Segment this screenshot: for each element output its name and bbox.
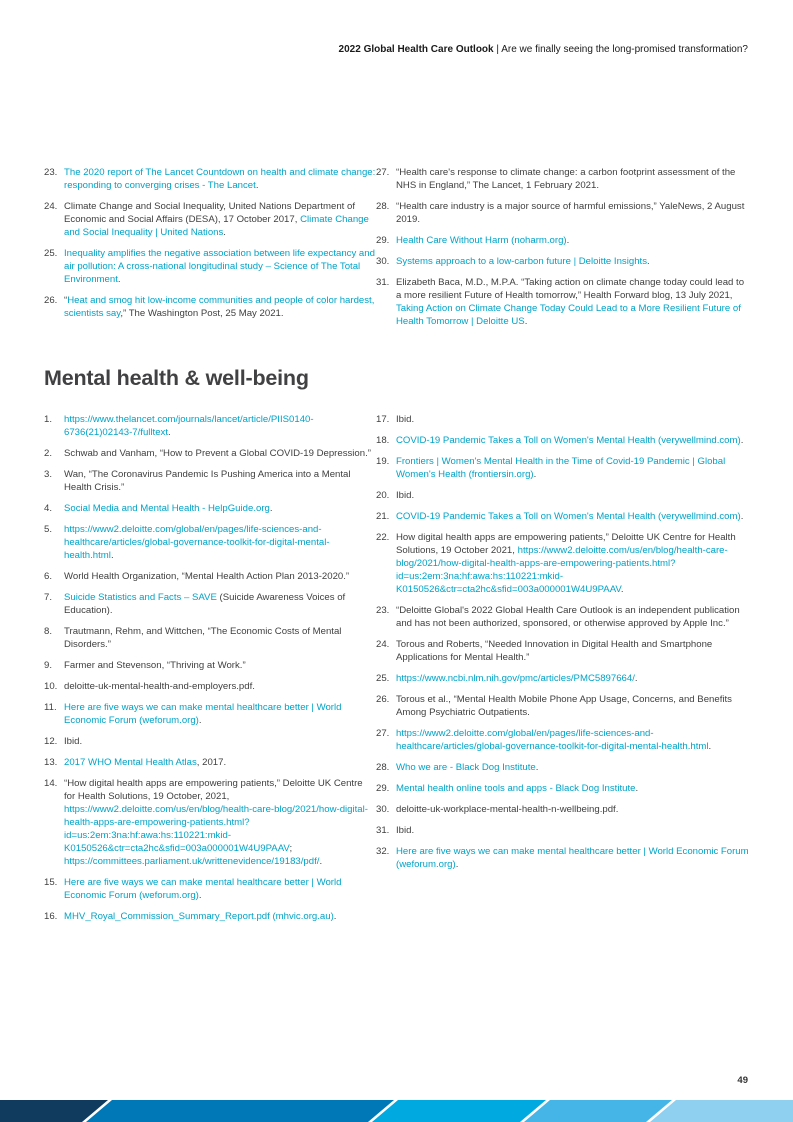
page-number: 49	[737, 1075, 748, 1086]
reference-number: 28.	[376, 201, 390, 212]
reference-text	[396, 531, 749, 596]
reference-plain-text: .	[647, 256, 650, 267]
reference-item	[376, 255, 749, 268]
reference-text	[396, 761, 749, 774]
reference-item	[376, 761, 749, 774]
reference-plain-text: Ibid.	[396, 825, 415, 836]
reference-text	[64, 591, 376, 617]
reference-item	[44, 523, 376, 562]
reference-plain-text: .	[708, 741, 712, 752]
reference-item	[44, 735, 376, 748]
reference-plain-text: “	[64, 295, 68, 306]
reference-item	[376, 604, 749, 630]
reference-item	[44, 570, 376, 583]
reference-link[interactable]: Here are five ways we can make mental healthcare better | World Economic Forum (weforum.org)	[396, 846, 749, 870]
reference-item	[44, 659, 376, 672]
reference-link[interactable]: https://www2.deloitte.com/us/en/blog/health-care-blog/2021/how-digital-health-apps-are-empowering-patients.html?id=us:2em:3na:hf:awa:hs:110221:mkid-K0150526&ctr=cta2hc&sfid=003a000001W4U9PAAV	[64, 804, 368, 854]
reference-text	[64, 876, 376, 902]
reference-text	[64, 502, 376, 515]
reference-plain-text: .	[168, 427, 171, 438]
reference-text	[396, 824, 749, 837]
reference-item	[376, 413, 749, 426]
reference-number: 19.	[376, 456, 390, 467]
running-header-separator: |	[493, 44, 502, 55]
reference-number: 20.	[376, 490, 390, 501]
running-header-subtitle: Are we finally seeing the long-promised transformation?	[501, 44, 748, 55]
reference-link[interactable]: MHV_Royal_Commission_Summary_Report.pdf (mhvic.org.au)	[64, 911, 334, 922]
reference-item	[376, 434, 749, 447]
reference-text	[64, 468, 376, 494]
reference-plain-text: “How digital health apps are empowering patients,” Deloitte UK Centre for Health Solutions, 19 October, 2021,	[64, 778, 363, 802]
reference-plain-text: .	[634, 673, 638, 684]
reference-number: 6.	[44, 571, 53, 582]
reference-item	[376, 234, 749, 247]
mental-health-references-right-column	[376, 413, 749, 931]
reference-text	[396, 200, 749, 226]
reference-link[interactable]: Suicide Statistics and Facts – SAVE	[64, 592, 217, 603]
running-header	[339, 44, 748, 56]
reference-number: 22.	[376, 532, 390, 543]
reference-link[interactable]: Health Care Without Harm (noharm.org)	[396, 235, 567, 246]
reference-text	[396, 489, 749, 502]
reference-link[interactable]: https://www2.deloitte.com/us/en/blog/health-care-blog/2021/how-digital-health-apps-are-empowering-patients.html?id=us:2em:3na:hf:awa:hs:110221:mkid-K0150526&ctr=cta2hc&sfid=003a000001W4U9PAAV	[396, 545, 728, 595]
reference-item	[44, 876, 376, 902]
reference-plain-text: .	[117, 274, 121, 285]
reference-number: 2.	[44, 448, 53, 459]
reference-link[interactable]: https://www.ncbi.nlm.nih.gov/pmc/articles/PMC5897664/	[396, 673, 635, 684]
reference-text	[396, 413, 749, 426]
reference-number: 5.	[44, 524, 53, 535]
reference-number: 28.	[376, 762, 390, 773]
reference-text	[396, 604, 749, 630]
reference-text	[64, 625, 376, 651]
reference-number: 24.	[376, 639, 390, 650]
reference-item	[44, 413, 376, 439]
footer-stripe-light-blue	[524, 1100, 672, 1122]
reference-plain-text: Torous et al., “Mental Health Mobile Phone App Usage, Concerns, and Benefits Among Psychiatric Outpatients.	[396, 694, 732, 718]
reference-text	[64, 910, 376, 923]
reference-plain-text: .	[566, 235, 570, 246]
mental-health-references-block	[44, 413, 749, 931]
reference-text	[396, 455, 749, 481]
reference-number: 32.	[376, 846, 390, 857]
reference-text	[64, 294, 376, 320]
running-header-title: 2022 Global Health Care Outlook	[338, 44, 494, 55]
reference-text	[396, 803, 749, 816]
footer-decoration-band	[0, 1100, 793, 1122]
reference-link[interactable]: Systems approach to a low-carbon future | Deloitte Insights	[396, 256, 647, 267]
reference-number: 18.	[376, 435, 390, 446]
reference-item	[44, 625, 376, 651]
footer-stripe-pale-blue	[650, 1100, 793, 1122]
reference-item	[376, 803, 749, 816]
reference-item	[376, 638, 749, 664]
reference-plain-text: Ibid.	[396, 414, 415, 425]
reference-number: 8.	[44, 626, 53, 637]
reference-item	[376, 455, 749, 481]
reference-text	[64, 735, 376, 748]
reference-text	[396, 693, 749, 719]
reference-link[interactable]: 2017 WHO Mental Health Atlas	[64, 757, 197, 768]
reference-link[interactable]: Taking Action on Climate Change Today Could Lead to a More Resilient Future of Health Tomorrow | Deloitte US	[396, 303, 741, 327]
reference-plain-text: .	[223, 227, 226, 238]
reference-item	[376, 845, 749, 871]
reference-number: 10.	[44, 681, 58, 692]
reference-plain-text: Climate Change and Social Inequality, United Nations Department of Economic and Social Affairs (DESA), 17 October 2017,	[64, 201, 355, 225]
reference-item	[376, 166, 749, 192]
reference-number: 31.	[376, 825, 390, 836]
reference-item	[44, 502, 376, 515]
reference-number: 30.	[376, 804, 390, 815]
reference-text	[64, 200, 376, 239]
reference-number: 14.	[44, 778, 58, 789]
reference-plain-text: , 2017.	[196, 757, 227, 768]
reference-text	[396, 782, 749, 795]
reference-link[interactable]: COVID-19 Pandemic Takes a Toll on Women's Mental Health (verywellmind.com)	[396, 511, 741, 522]
reference-item	[44, 756, 376, 769]
reference-link[interactable]: https://www2.deloitte.com/global/en/pages/life-sciences-and-healthcare/articles/global-governance-toolkit-for-digital-mental-health.html	[64, 524, 330, 561]
reference-number: 25.	[376, 673, 390, 684]
reference-link[interactable]: https://www.thelancet.com/journals/lancet/article/PIIS0140-6736(21)02143-7/fulltext	[64, 414, 314, 438]
reference-number: 23.	[376, 605, 390, 616]
reference-item	[44, 680, 376, 693]
reference-item	[44, 591, 376, 617]
reference-text	[64, 413, 376, 439]
reference-plain-text: Farmer and Stevenson, “Thriving at Work.”	[64, 660, 246, 671]
reference-plain-text: Ibid.	[64, 736, 83, 747]
section-heading: Mental health & well-being	[44, 366, 309, 390]
reference-plain-text: .	[535, 762, 539, 773]
reference-number: 29.	[376, 235, 390, 246]
reference-number: 17.	[376, 414, 390, 425]
reference-plain-text: ,” The Washington Post, 25 May 2021.	[120, 308, 284, 319]
reference-text	[396, 672, 749, 685]
reference-item	[44, 447, 376, 460]
reference-item	[376, 531, 749, 596]
reference-plain-text: .	[198, 890, 202, 901]
reference-link[interactable]: Mental health online tools and apps - Black Dog Institute	[396, 783, 636, 794]
reference-number: 21.	[376, 511, 390, 522]
reference-text	[64, 447, 376, 460]
climate-references-block	[44, 166, 749, 336]
reference-number: 11.	[44, 702, 57, 713]
reference-item	[44, 777, 376, 868]
reference-text	[396, 638, 749, 664]
reference-plain-text: .	[740, 435, 744, 446]
reference-plain-text: deloitte-uk-workplace-mental-health-n-wellbeing.pdf.	[396, 804, 619, 815]
reference-text	[396, 510, 749, 523]
reference-number: 15.	[44, 877, 58, 888]
mental-health-references-left-column	[44, 413, 376, 931]
reference-plain-text: .	[269, 503, 273, 514]
reference-link[interactable]: https://www2.deloitte.com/global/en/pages/life-sciences-and-healthcare/articles/global-governance-toolkit-for-digital-mental-health.html	[396, 728, 709, 752]
reference-plain-text: .	[198, 715, 202, 726]
reference-item	[376, 510, 749, 523]
reference-number: 30.	[376, 256, 390, 267]
reference-plain-text: .	[319, 856, 323, 867]
reference-text	[64, 659, 376, 672]
reference-plain-text: “Deloitte Global's 2022 Global Health Care Outlook is an independent publication and has not been authorized, sponsored, or otherwise approved by Apple Inc.”	[396, 605, 740, 629]
footer-stripe-blue	[86, 1100, 394, 1122]
reference-link[interactable]: Who we are - Black Dog Institute	[396, 762, 536, 773]
reference-text	[64, 570, 376, 583]
reference-link[interactable]: Frontiers | Women's Mental Health in the Time of Covid-19 Pandemic | Global Women's Health (frontiersin.org)	[396, 456, 726, 480]
reference-plain-text: .	[533, 469, 537, 480]
reference-text	[396, 276, 749, 328]
reference-text	[396, 434, 749, 447]
reference-text	[396, 234, 749, 247]
reference-text	[396, 166, 749, 192]
reference-text	[396, 845, 749, 871]
reference-item	[376, 727, 749, 753]
reference-link[interactable]: Here are five ways we can make mental healthcare better | World Economic Forum (weforum.org)	[64, 702, 342, 726]
reference-plain-text: .	[455, 859, 459, 870]
reference-link[interactable]: Social Media and Mental Health - HelpGuide.org	[64, 503, 270, 514]
reference-plain-text: .	[255, 180, 259, 191]
reference-item	[376, 693, 749, 719]
reference-number: 26.	[44, 295, 58, 306]
reference-text	[396, 255, 749, 268]
reference-plain-text: .	[524, 316, 528, 327]
reference-number: 3.	[44, 469, 53, 480]
reference-item	[44, 294, 376, 320]
reference-item	[44, 247, 376, 286]
reference-item	[376, 200, 749, 226]
climate-references-left-column	[44, 166, 376, 336]
reference-number: 27.	[376, 728, 390, 739]
reference-number: 1.	[44, 414, 53, 425]
reference-plain-text: .	[620, 584, 624, 595]
reference-number: 24.	[44, 201, 58, 212]
reference-text	[64, 166, 376, 192]
reference-plain-text: .	[110, 550, 114, 561]
reference-text	[64, 701, 376, 727]
reference-text	[64, 247, 376, 286]
reference-number: 25.	[44, 248, 58, 259]
reference-item	[44, 910, 376, 923]
reference-number: 7.	[44, 592, 53, 603]
reference-number: 29.	[376, 783, 390, 794]
reference-text	[64, 756, 376, 769]
footer-stripe-cyan	[372, 1100, 546, 1122]
reference-item	[44, 200, 376, 239]
reference-plain-text: “Health care industry is a major source of harmful emissions,” YaleNews, 2 August 2019.	[396, 201, 745, 225]
reference-link[interactable]: Climate Change and Social Inequality | United Nations	[64, 214, 369, 238]
reference-item	[44, 468, 376, 494]
reference-plain-text: Elizabeth Baca, M.D., M.P.A. “Taking action on climate change today could lead to a more resilient Future of Health tomorrow,” Health Forward blog, 13 July 2021,	[396, 277, 745, 301]
reference-item	[376, 276, 749, 328]
reference-plain-text: .	[635, 783, 639, 794]
reference-plain-text: Ibid.	[396, 490, 415, 501]
reference-plain-text: deloitte-uk-mental-health-and-employers.pdf.	[64, 681, 255, 692]
reference-link[interactable]: https://committees.parliament.uk/writtenevidence/19183/pdf/	[64, 856, 320, 867]
reference-item	[376, 489, 749, 502]
reference-number: 23.	[44, 167, 58, 178]
reference-plain-text: How digital health apps are empowering patients,” Deloitte UK Centre for Health Solutions, 19 October 2021,	[396, 532, 736, 556]
reference-link[interactable]: Heat and smog hit low-income communities and people of color hardest, scientists say	[64, 295, 375, 319]
reference-number: 4.	[44, 503, 53, 514]
reference-text	[396, 727, 749, 753]
reference-number: 12.	[44, 736, 58, 747]
reference-item	[376, 824, 749, 837]
reference-number: 16.	[44, 911, 58, 922]
reference-link[interactable]: COVID-19 Pandemic Takes a Toll on Women's Mental Health (verywellmind.com)	[396, 435, 741, 446]
reference-number: 31.	[376, 277, 390, 288]
reference-text	[64, 777, 376, 868]
reference-item	[376, 782, 749, 795]
reference-plain-text: Torous and Roberts, “Needed Innovation in Digital Health and Smartphone Applications for Mental Health.”	[396, 639, 713, 663]
reference-plain-text: ;	[289, 843, 293, 854]
reference-link[interactable]: Inequality amplifies the negative association between life expectancy and air pollution: A cross-national longitudinal study – Science of The Total Environment	[64, 248, 375, 285]
reference-item	[44, 701, 376, 727]
reference-plain-text: Schwab and Vanham, “How to Prevent a Global COVID-19 Depression.”	[64, 448, 371, 459]
reference-plain-text: Trautmann, Rehm, and Wittchen, “The Economic Costs of Mental Disorders.”	[64, 626, 342, 650]
reference-number: 9.	[44, 660, 53, 671]
reference-text	[64, 680, 376, 693]
reference-link[interactable]: Here are five ways we can make mental healthcare better | World Economic Forum (weforum.org)	[64, 877, 342, 901]
reference-plain-text: Wan, “The Coronavirus Pandemic Is Pushing America into a Mental Health Crisis.”	[64, 469, 351, 493]
reference-plain-text: (Suicide Awareness Voices of Education).	[64, 592, 346, 616]
reference-item	[376, 672, 749, 685]
reference-number: 27.	[376, 167, 390, 178]
reference-number: 26.	[376, 694, 390, 705]
climate-references-right-column	[376, 166, 749, 336]
reference-plain-text: .	[333, 911, 337, 922]
reference-link[interactable]: The 2020 report of The Lancet Countdown on health and climate change: responding to converging crises - The Lancet	[64, 167, 376, 191]
reference-plain-text: World Health Organization, “Mental Health Action Plan 2013-2020.”	[64, 571, 350, 582]
reference-plain-text: “Health care's response to climate change: a carbon footprint assessment of the NHS in England,” The Lancet, 1 February 2021.	[396, 167, 736, 191]
reference-item	[44, 166, 376, 192]
reference-number: 13.	[44, 757, 58, 768]
reference-plain-text: .	[740, 511, 744, 522]
reference-text	[64, 523, 376, 562]
